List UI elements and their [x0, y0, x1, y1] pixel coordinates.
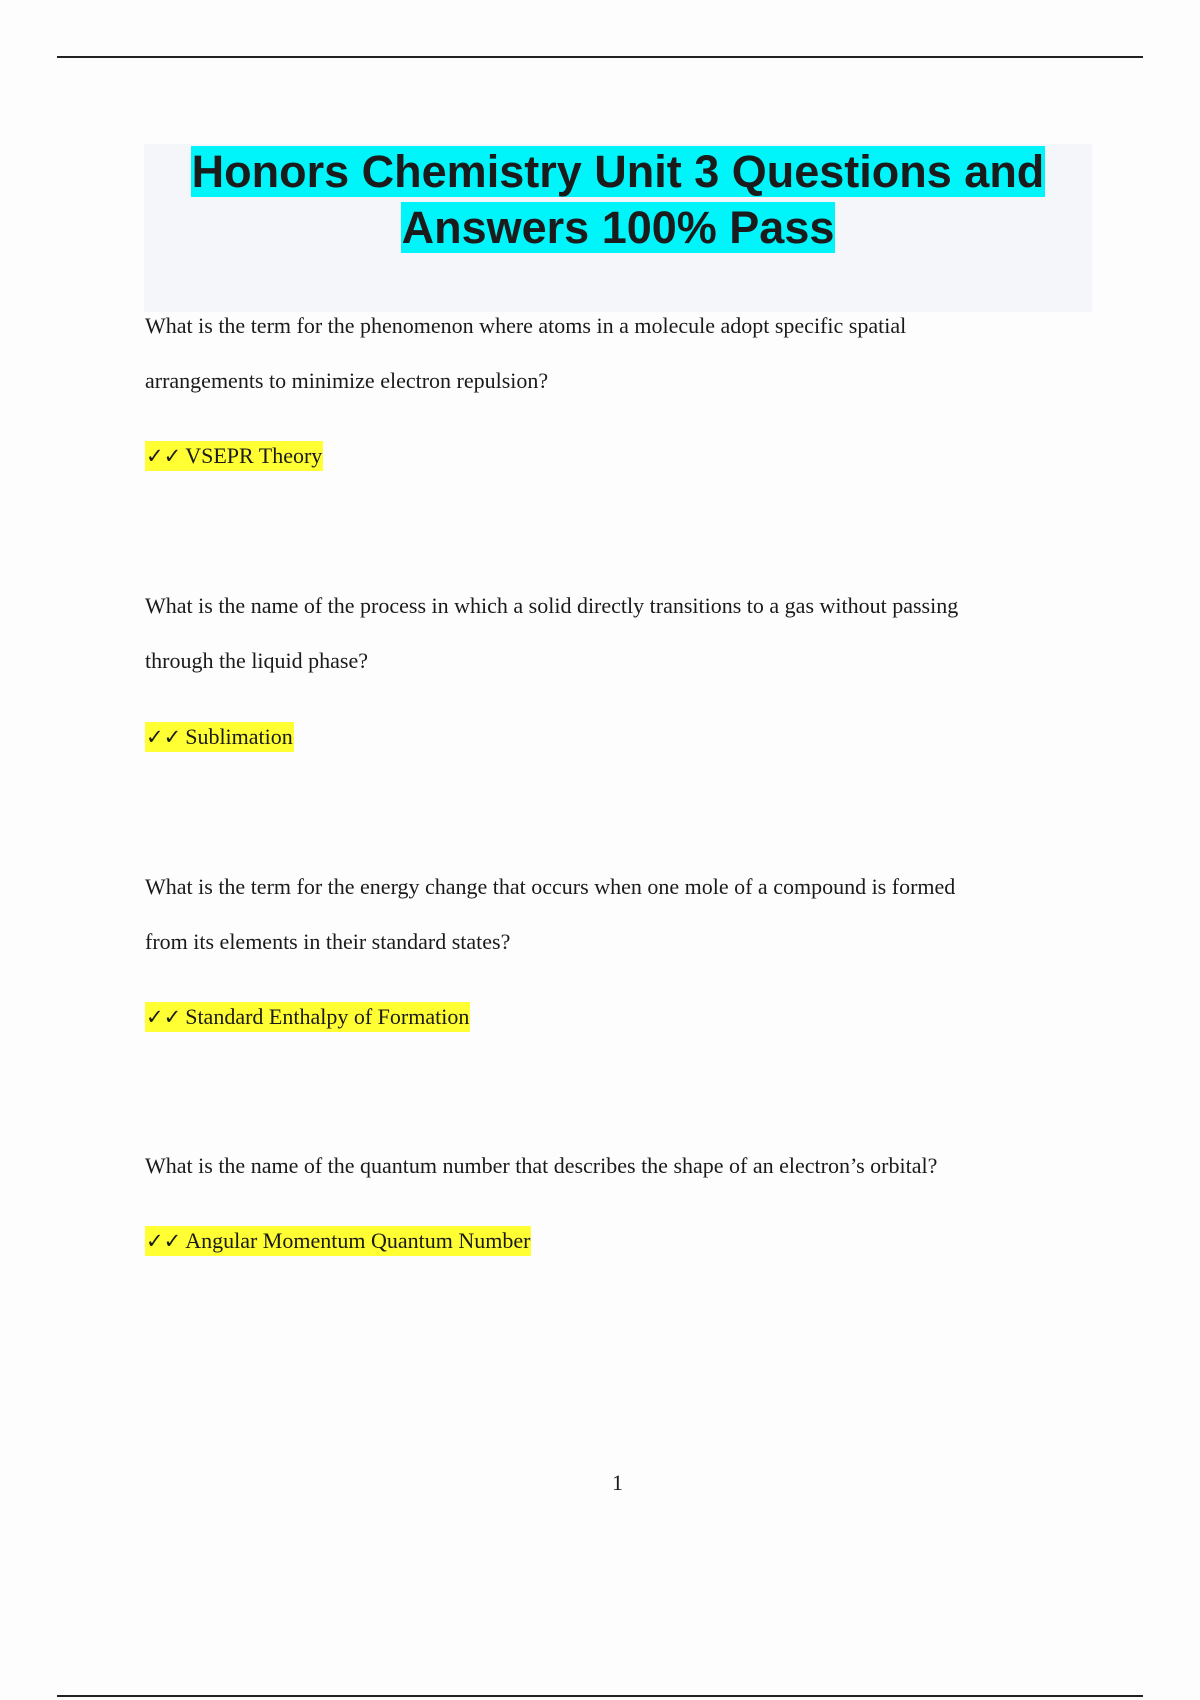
check-icon: ✓✓: [146, 1005, 182, 1029]
question-3-line-1: What is the term for the energy change that occurs when one mole of a compound is formed: [145, 874, 956, 899]
answer-2-row: [145, 722, 1075, 752]
answer-2: [145, 722, 294, 752]
answer-1: [145, 441, 323, 471]
qa-item-4: [145, 1138, 1075, 1193]
answer-4: [145, 1226, 531, 1256]
question-2-line-2: through the liquid phase?: [145, 648, 369, 673]
question-1-line-2: arrangements to minimize electron repulsion?: [145, 368, 549, 393]
answer-2-text: Sublimation: [185, 724, 293, 749]
answer-3: [145, 1002, 470, 1032]
title-block: [144, 144, 1092, 312]
header-rule: [57, 56, 1143, 58]
page-number: 1: [612, 1470, 623, 1495]
question-4-line-1: What is the name of the quantum number that describes the shape of an electron’s orbital?: [145, 1153, 938, 1178]
answer-3-text: Standard Enthalpy of Formation: [185, 1004, 470, 1029]
check-icon: ✓✓: [146, 444, 182, 468]
qa-item-2: [145, 578, 1075, 688]
check-icon: ✓✓: [146, 725, 182, 749]
question-2-line-1: What is the name of the process in which a solid directly transitions to a gas without passing: [145, 593, 959, 618]
title-line-2: [144, 200, 1092, 256]
footer-rule: [57, 1695, 1143, 1697]
answer-3-row: [145, 1002, 1075, 1032]
page-title-line-1: Honors Chemistry Unit 3 Questions and: [191, 146, 1045, 197]
qa-item-1: [145, 298, 1075, 408]
question-1-line-1: What is the term for the phenomenon where atoms in a molecule adopt specific spatial: [145, 313, 907, 338]
qa-item-3: [145, 859, 1075, 969]
question-3-line-2: from its elements in their standard states?: [145, 929, 511, 954]
answer-1-text: VSEPR Theory: [185, 443, 323, 468]
page-title-line-2: Answers 100% Pass: [401, 202, 835, 253]
check-icon: ✓✓: [146, 1229, 182, 1253]
answer-1-row: [145, 441, 1075, 471]
title-line-1: [144, 144, 1092, 200]
answer-4-text: Angular Momentum Quantum Number: [185, 1228, 531, 1253]
answer-4-row: [145, 1226, 1075, 1256]
